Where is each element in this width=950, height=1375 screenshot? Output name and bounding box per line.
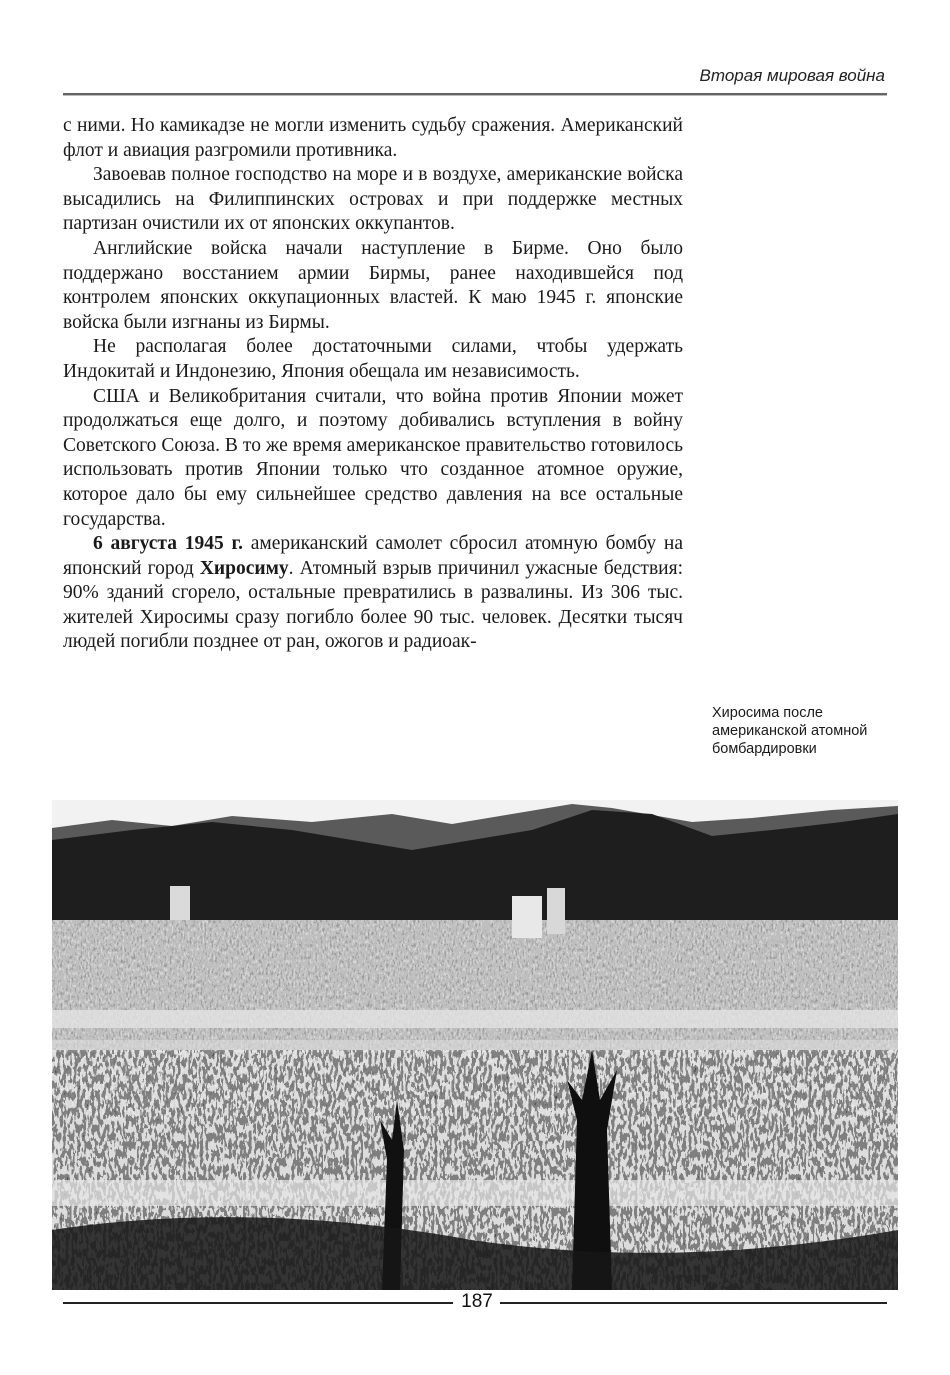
bold-city: Хиросиму <box>199 557 289 579</box>
paragraph-hiroshima <box>63 532 683 655</box>
running-head-title: Вторая мировая война <box>699 66 885 85</box>
header-rule <box>63 93 887 96</box>
paragraph: Английские войска начали наступление в Бирме. Оно было поддержано восстанием армии Бирмы, ранее находившейся под контролем японских оккупационных властей. К маю 1945 г. японские войска были изгнаны из Бирмы. <box>63 237 683 333</box>
paragraph: Не располагая более достаточными силами, чтобы удержать Индокитай и Индонезию, Япония обещала им независимость. <box>63 336 683 382</box>
paragraph-text: американский самолет сбросил атомную бомбу на японский город <box>63 533 684 579</box>
footer-rule-left <box>63 1302 453 1304</box>
figure-caption: Хиросима после американской атомной бомбардировки <box>712 705 868 757</box>
page-number: 187 <box>461 1291 493 1312</box>
hiroshima-photo <box>52 800 898 1290</box>
bold-date: 6 августа 1945 г. <box>93 533 244 555</box>
paragraph: США и Великобритания считали, что война против Японии может продолжаться еще долго, и поэтому добивались вступления в войну Советского Союза. В то же время американское правительство готовилось использовать против Японии только что созданное атомное оружие, которое дало бы ему сильнейшее средство давления на все остальные государства. <box>63 385 683 530</box>
footer-rule-right <box>500 1302 887 1304</box>
photo-image-icon <box>52 800 898 1290</box>
paragraph-text: . Атомный взрыв причинил ужасные бедствия: 90% зданий сгорело, остальные превратились в развалины. Из 306 тыс. жителей Хиросимы сразу погибло более 90 тыс. человек. Десятки тысяч людей погибли позднее от ран, ожогов и радиоак- <box>63 557 683 653</box>
main-text-column <box>63 114 683 655</box>
paragraph: с ними. Но камикадзе не могли изменить судьбу сражения. Американский флот и авиация разгромили противника. <box>63 115 683 161</box>
paragraph: Завоевав полное господство на море и в воздухе, американские войска высадились на Филиппинских островах и при поддержке местных партизан очистили их от японских оккупантов. <box>63 164 683 235</box>
